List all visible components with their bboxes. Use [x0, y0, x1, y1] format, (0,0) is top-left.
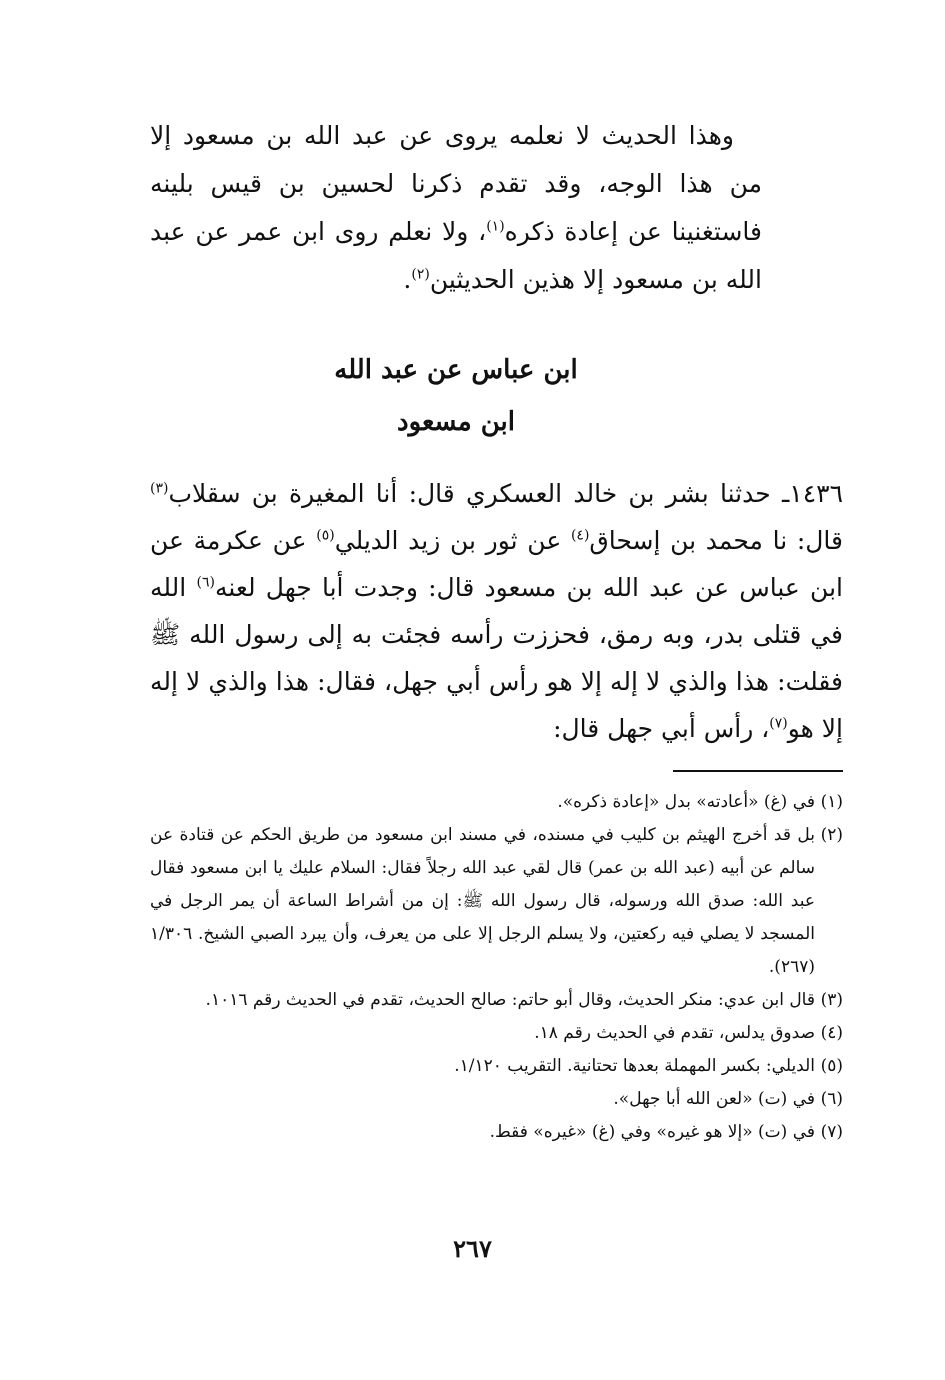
footnote: [150, 819, 843, 984]
footnote: [150, 1017, 843, 1050]
hadith-text-4: عن عكرمة عن ابن عباس عن عبد الله بن مسعود قال: وجدت أبا جهل لعنه: [150, 526, 843, 602]
footnote-marker-1: (١): [486, 218, 505, 235]
intro-text-2: ، ولا نعلم روى ابن عمر عن عبد الله بن مسعود إلا هذين الحديثين: [150, 217, 762, 294]
footnotes: [150, 786, 843, 1149]
footnote-text: في (ت) «لعن الله أبا جهل».: [613, 1089, 815, 1109]
footnote: [150, 1116, 843, 1149]
hadith-text-6: ، رأس أبي جهل قال:: [553, 714, 770, 743]
section-heading-line-1: ابن عباس عن عبد الله: [334, 355, 578, 385]
intro-text-3: .: [403, 265, 412, 294]
footnote-separator: [673, 770, 843, 772]
footnote-text: في (ت) «إلا هو غيره» وفي (غ) «غيره» فقط.: [489, 1122, 815, 1142]
hadith-number: ١٤٣٦: [789, 479, 843, 508]
hadith-entry: [150, 470, 843, 752]
footnote: [150, 1083, 843, 1116]
footnote-label: (٧): [820, 1122, 843, 1142]
section-heading-line-2: ابن مسعود: [397, 407, 515, 437]
hadith-text-5: الله في قتلى بدر، وبه رمق، فحززت رأسه فجئت به إلى رسول الله ﷺ فقلت: هذا والذي لا إله إلا هو رأس أبي جهل، فقال: هذا والذي لا إله إلا هو: [150, 573, 843, 743]
footnote-label: (٣): [820, 990, 843, 1010]
hadith-text-1: ـ حدثنا بشر بن خالد العسكري قال: أنا المغيرة بن سقلاب: [168, 479, 790, 508]
footnote-text: صدوق يدلس، تقدم في الحديث رقم ١٨.: [534, 1023, 815, 1043]
footnote-text: في (غ) «أعادته» بدل «إعادة ذكره».: [557, 792, 815, 812]
footnote-label: (٦): [820, 1089, 843, 1109]
footnote-marker-5: (٥): [316, 527, 335, 544]
intro-paragraph: [150, 112, 762, 304]
footnote-label: (١): [820, 792, 843, 812]
footnote: [150, 1050, 843, 1083]
footnote-marker-3: (٣): [150, 480, 169, 497]
hadith-text-3: عن ثور بن زيد الديلي: [334, 526, 571, 555]
intro-text-1: وهذا الحديث لا نعلمه يروى عن عبد الله بن مسعود إلا من هذا الوجه، وقد تقدم ذكرنا لحسين بن قيس بلينه فاستغنينا عن إعادة ذكره: [150, 121, 762, 246]
footnote-marker-4: (٤): [570, 527, 590, 544]
hadith-text-2: قال: نا محمد بن إسحاق: [589, 526, 843, 555]
page-number: ٢٦٧: [453, 1234, 492, 1263]
footnote: [150, 984, 843, 1017]
footnote-marker-6: (٦): [196, 574, 215, 591]
footnote: [150, 786, 843, 819]
footnote-text: بل قد أخرج الهيثم بن كليب في مسنده، في مسند ابن مسعود من طريق الحكم عن قتادة عن سالم عن أبيه (عبد الله بن عمر) قال لقي عبد الله رجلاً فقال: السلام عليك يا ابن مسعود فقال عبد الله: صدق الله ورسوله، قال رسول الله ﷺ: إن من أشراط الساعة أن يمر الرجل في المسجد لا يصلي فيه ركعتين، ولا يسلم الرجل إلا على من يعرف، وأن يبرد الصبي الشيخ. ١/٣٠٦ (٢٦٧).: [150, 825, 815, 977]
footnote-label: (٢): [820, 825, 843, 845]
footnote-label: (٥): [820, 1056, 843, 1076]
footnote-marker-2: (٢): [411, 266, 430, 283]
footnote-text: قال ابن عدي: منكر الحديث، وقال أبو حاتم: صالح الحديث، تقدم في الحديث رقم ١٠١٦.: [205, 990, 815, 1010]
footnote-label: (٤): [820, 1023, 843, 1043]
footnote-marker-7: (٧): [769, 715, 788, 732]
section-heading: [150, 344, 762, 448]
footnote-text: الديلي: بكسر المهملة بعدها تحتانية. التقريب ١/١٢٠.: [454, 1056, 815, 1076]
